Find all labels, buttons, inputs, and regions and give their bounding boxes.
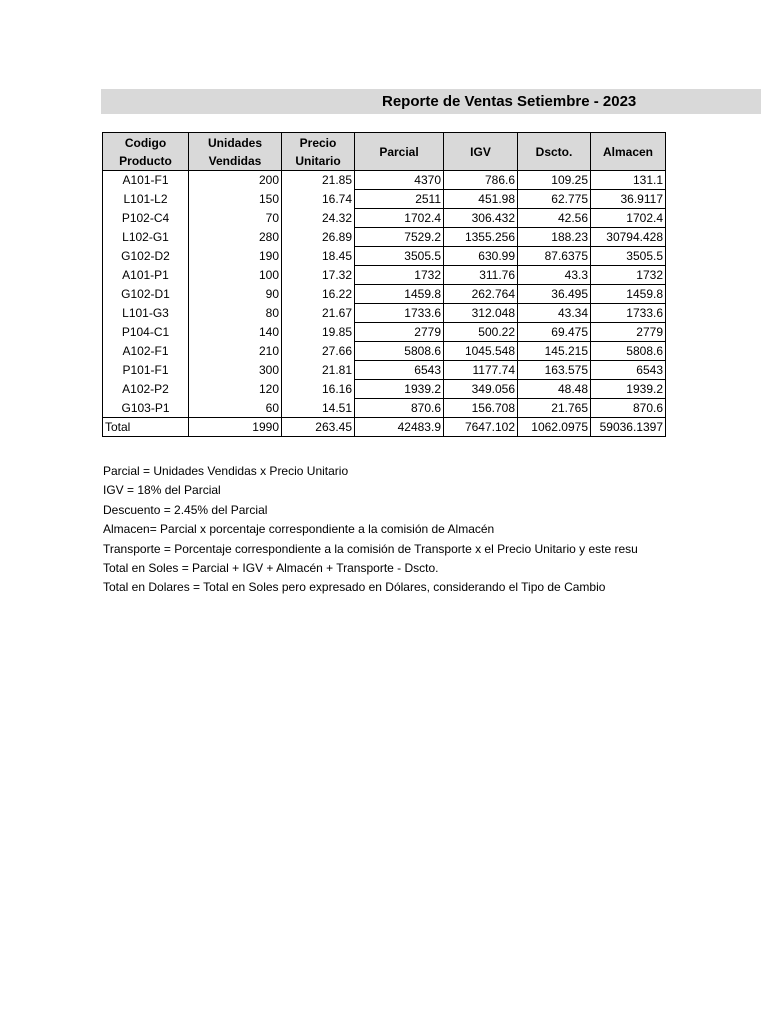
note-line: Transporte = Porcentaje correspondiente a la comisión de Transporte x el Precio Unitario y este resu bbox=[103, 541, 638, 556]
cell-precio: 21.67 bbox=[282, 304, 355, 323]
cell-almacen: 6543 bbox=[591, 361, 666, 380]
cell-codigo: A101-F1 bbox=[103, 171, 189, 190]
table-row bbox=[103, 171, 666, 190]
total-unidades: 1990 bbox=[189, 418, 282, 437]
cell-igv: 349.056 bbox=[444, 380, 518, 399]
report-title: Reporte de Ventas Setiembre - 2023 bbox=[382, 93, 637, 110]
total-precio: 263.45 bbox=[282, 418, 355, 437]
header-unidades: Unidades Vendidas bbox=[189, 133, 282, 171]
cell-unidades: 140 bbox=[189, 323, 282, 342]
cell-dscto: 87.6375 bbox=[518, 247, 591, 266]
cell-parcial: 1939.2 bbox=[355, 380, 444, 399]
cell-almacen: 131.1 bbox=[591, 171, 666, 190]
cell-igv: 1045.548 bbox=[444, 342, 518, 361]
total-parcial: 42483.9 bbox=[355, 418, 444, 437]
cell-dscto: 62.775 bbox=[518, 190, 591, 209]
cell-dscto: 163.575 bbox=[518, 361, 591, 380]
cell-unidades: 190 bbox=[189, 247, 282, 266]
cell-precio: 21.85 bbox=[282, 171, 355, 190]
cell-codigo: P104-C1 bbox=[103, 323, 189, 342]
cell-precio: 19.85 bbox=[282, 323, 355, 342]
total-igv: 7647.102 bbox=[444, 418, 518, 437]
cell-unidades: 60 bbox=[189, 399, 282, 418]
cell-igv: 500.22 bbox=[444, 323, 518, 342]
cell-almacen: 5808.6 bbox=[591, 342, 666, 361]
total-row bbox=[103, 418, 666, 437]
cell-parcial: 2511 bbox=[355, 190, 444, 209]
header-igv: IGV bbox=[444, 133, 518, 171]
cell-unidades: 300 bbox=[189, 361, 282, 380]
cell-almacen: 36.9117 bbox=[591, 190, 666, 209]
cell-codigo: L101-L2 bbox=[103, 190, 189, 209]
cell-unidades: 120 bbox=[189, 380, 282, 399]
cell-parcial: 1459.8 bbox=[355, 285, 444, 304]
cell-codigo: A102-P2 bbox=[103, 380, 189, 399]
cell-unidades: 200 bbox=[189, 171, 282, 190]
table-row bbox=[103, 285, 666, 304]
cell-dscto: 109.25 bbox=[518, 171, 591, 190]
cell-igv: 306.432 bbox=[444, 209, 518, 228]
cell-unidades: 80 bbox=[189, 304, 282, 323]
note-line: Parcial = Unidades Vendidas x Precio Unitario bbox=[103, 464, 349, 478]
cell-almacen: 2779 bbox=[591, 323, 666, 342]
table-row bbox=[103, 266, 666, 285]
cell-codigo: P102-C4 bbox=[103, 209, 189, 228]
cell-parcial: 4370 bbox=[355, 171, 444, 190]
total-dscto: 1062.0975 bbox=[518, 418, 591, 437]
cell-dscto: 43.3 bbox=[518, 266, 591, 285]
cell-precio: 24.32 bbox=[282, 209, 355, 228]
table-row bbox=[103, 209, 666, 228]
cell-igv: 156.708 bbox=[444, 399, 518, 418]
cell-precio: 21.81 bbox=[282, 361, 355, 380]
table-row bbox=[103, 323, 666, 342]
cell-parcial: 3505.5 bbox=[355, 247, 444, 266]
table-body bbox=[103, 171, 666, 437]
cell-codigo: G103-P1 bbox=[103, 399, 189, 418]
header-parcial: Parcial bbox=[355, 133, 444, 171]
cell-codigo: L102-G1 bbox=[103, 228, 189, 247]
cell-almacen: 1733.6 bbox=[591, 304, 666, 323]
table-row bbox=[103, 190, 666, 209]
cell-precio: 17.32 bbox=[282, 266, 355, 285]
table-row bbox=[103, 380, 666, 399]
cell-unidades: 70 bbox=[189, 209, 282, 228]
cell-unidades: 280 bbox=[189, 228, 282, 247]
cell-dscto: 42.56 bbox=[518, 209, 591, 228]
header-dscto: Dscto. bbox=[518, 133, 591, 171]
cell-parcial: 5808.6 bbox=[355, 342, 444, 361]
cell-igv: 451.98 bbox=[444, 190, 518, 209]
cell-igv: 262.764 bbox=[444, 285, 518, 304]
cell-parcial: 870.6 bbox=[355, 399, 444, 418]
cell-unidades: 100 bbox=[189, 266, 282, 285]
sales-table bbox=[102, 132, 666, 437]
note-line: Total en Soles = Parcial + IGV + Almacén + Transporte - Dscto. bbox=[103, 560, 439, 575]
table-row bbox=[103, 361, 666, 380]
header-codigo: Codigo Producto bbox=[103, 133, 189, 171]
cell-codigo: A101-P1 bbox=[103, 266, 189, 285]
table-row bbox=[103, 228, 666, 247]
cell-codigo: G102-D2 bbox=[103, 247, 189, 266]
table-row bbox=[103, 342, 666, 361]
cell-precio: 27.66 bbox=[282, 342, 355, 361]
cell-parcial: 2779 bbox=[355, 323, 444, 342]
formula-notes bbox=[103, 462, 768, 598]
cell-unidades: 150 bbox=[189, 190, 282, 209]
cell-dscto: 48.48 bbox=[518, 380, 591, 399]
cell-almacen: 3505.5 bbox=[591, 247, 666, 266]
cell-dscto: 188.23 bbox=[518, 228, 591, 247]
cell-igv: 311.76 bbox=[444, 266, 518, 285]
cell-codigo: G102-D1 bbox=[103, 285, 189, 304]
note-line: IGV = 18% del Parcial bbox=[103, 483, 221, 498]
cell-almacen: 870.6 bbox=[591, 399, 666, 418]
header-almacen: Almacen bbox=[591, 133, 666, 171]
cell-precio: 16.16 bbox=[282, 380, 355, 399]
header-precio: Precio Unitario bbox=[282, 133, 355, 171]
cell-precio: 14.51 bbox=[282, 399, 355, 418]
table-row bbox=[103, 247, 666, 266]
cell-codigo: P101-F1 bbox=[103, 361, 189, 380]
cell-dscto: 69.475 bbox=[518, 323, 591, 342]
cell-unidades: 210 bbox=[189, 342, 282, 361]
cell-precio: 18.45 bbox=[282, 247, 355, 266]
cell-dscto: 21.765 bbox=[518, 399, 591, 418]
cell-igv: 1177.74 bbox=[444, 361, 518, 380]
total-label: Total bbox=[103, 418, 189, 437]
cell-parcial: 6543 bbox=[355, 361, 444, 380]
cell-almacen: 1702.4 bbox=[591, 209, 666, 228]
cell-igv: 630.99 bbox=[444, 247, 518, 266]
cell-dscto: 36.495 bbox=[518, 285, 591, 304]
cell-almacen: 1459.8 bbox=[591, 285, 666, 304]
cell-parcial: 7529.2 bbox=[355, 228, 444, 247]
note-line: Total en Dolares = Total en Soles pero expresado en Dólares, considerando el Tipo de Cambio bbox=[103, 580, 606, 595]
cell-precio: 16.74 bbox=[282, 190, 355, 209]
cell-parcial: 1732 bbox=[355, 266, 444, 285]
cell-almacen: 1939.2 bbox=[591, 380, 666, 399]
cell-precio: 16.22 bbox=[282, 285, 355, 304]
note-line: Descuento = 2.45% del Parcial bbox=[103, 502, 268, 517]
cell-dscto: 43.34 bbox=[518, 304, 591, 323]
cell-igv: 1355.256 bbox=[444, 228, 518, 247]
table-row bbox=[103, 304, 666, 323]
total-almacen: 59036.1397 bbox=[591, 418, 666, 437]
cell-almacen: 30794.428 bbox=[591, 228, 666, 247]
cell-codigo: A102-F1 bbox=[103, 342, 189, 361]
cell-almacen: 1732 bbox=[591, 266, 666, 285]
cell-dscto: 145.215 bbox=[518, 342, 591, 361]
cell-igv: 312.048 bbox=[444, 304, 518, 323]
cell-igv: 786.6 bbox=[444, 171, 518, 190]
table-header-row bbox=[103, 133, 666, 171]
cell-precio: 26.89 bbox=[282, 228, 355, 247]
cell-parcial: 1733.6 bbox=[355, 304, 444, 323]
note-line: Almacen= Parcial x porcentaje correspondiente a la comisión de Almacén bbox=[103, 522, 495, 537]
cell-codigo: L101-G3 bbox=[103, 304, 189, 323]
cell-unidades: 90 bbox=[189, 285, 282, 304]
table-row bbox=[103, 399, 666, 418]
cell-parcial: 1702.4 bbox=[355, 209, 444, 228]
